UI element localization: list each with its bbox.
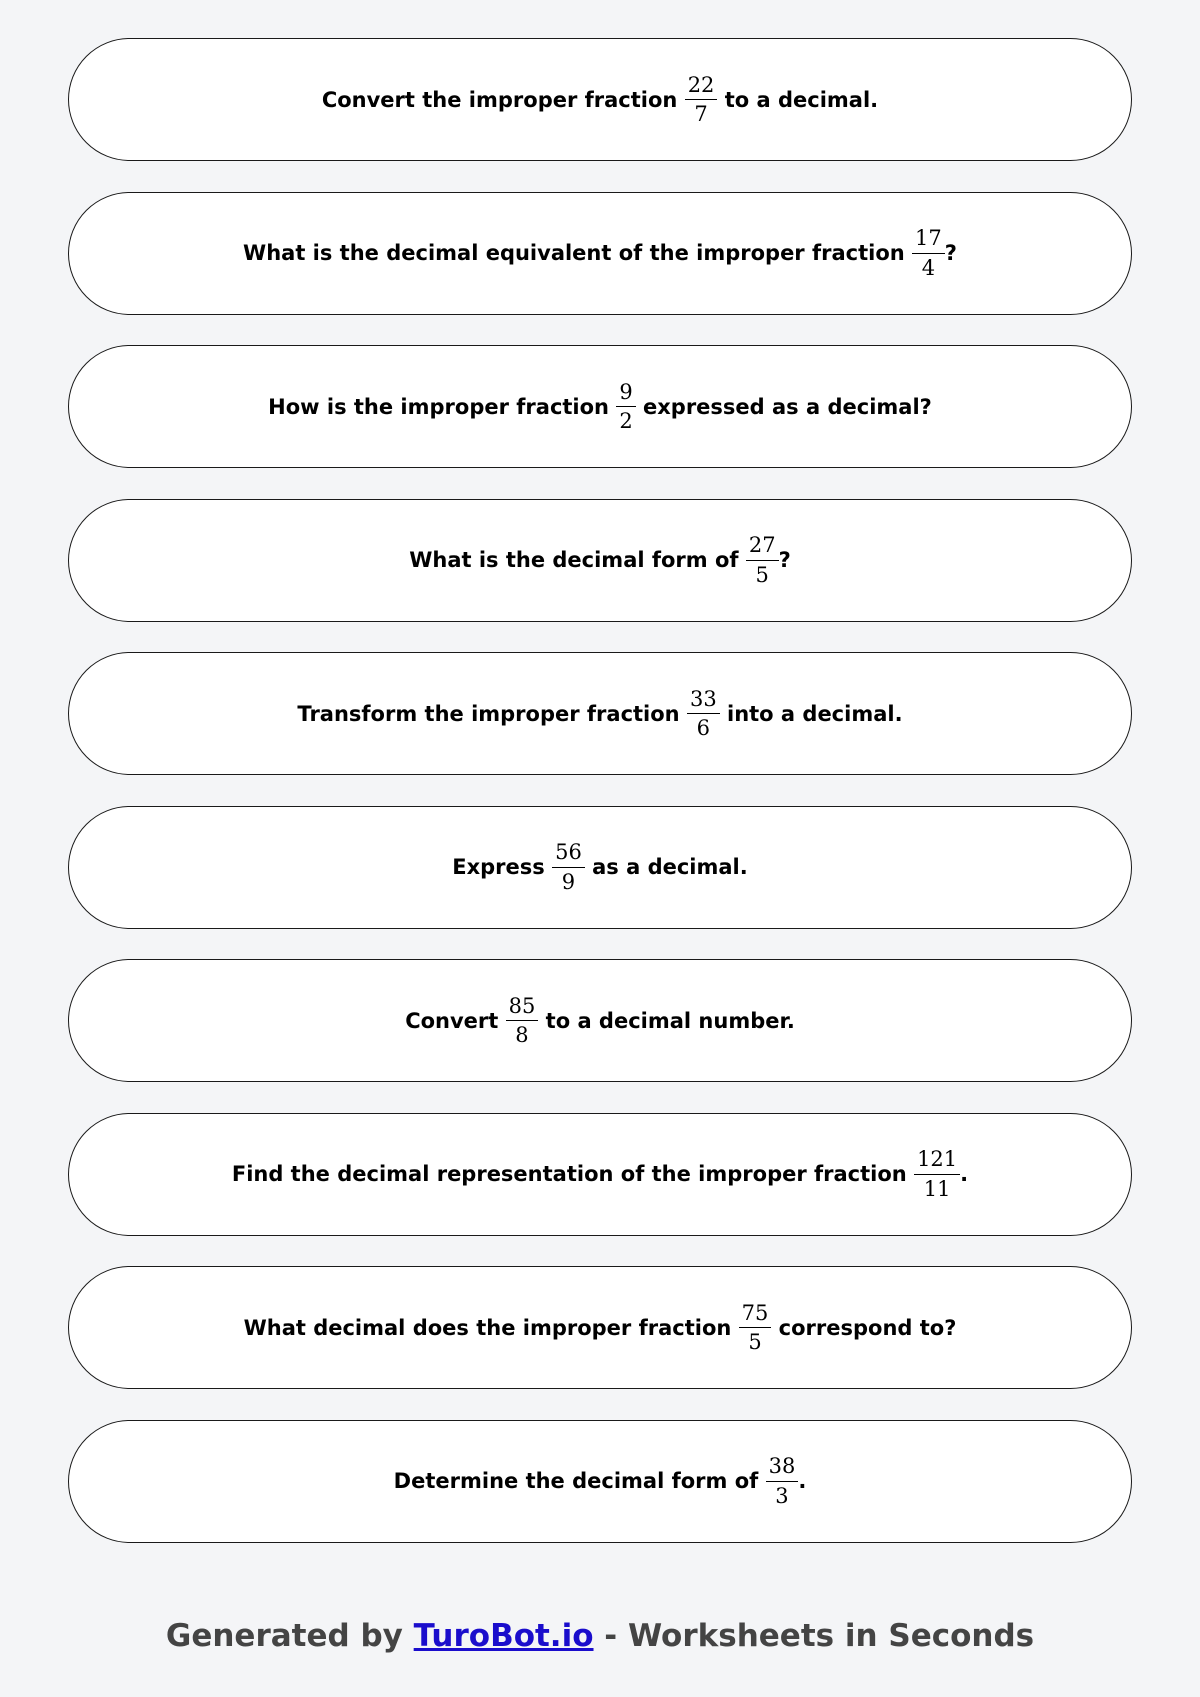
question-card <box>68 499 1132 622</box>
footer-prefix: Generated by <box>165 1618 414 1654</box>
question-card <box>68 959 1132 1082</box>
fraction-denominator: 3 <box>775 1483 789 1508</box>
fraction <box>766 1455 799 1506</box>
question-text-before: How is the improper fraction <box>268 394 617 419</box>
fraction-numerator: 85 <box>506 995 539 1021</box>
question-text-before: What is the decimal equivalent of the improper fraction <box>243 241 913 265</box>
fraction-numerator: 56 <box>552 841 585 867</box>
question-text-before: Convert <box>405 1008 506 1033</box>
fraction <box>746 534 779 585</box>
question-text-after: into a decimal. <box>719 701 903 726</box>
fraction-numerator: 17 <box>912 227 945 253</box>
footer <box>0 1618 1200 1654</box>
question-text-after: correspond to? <box>771 1315 957 1340</box>
question-text-after: to a decimal. <box>717 87 879 112</box>
fraction-numerator: 9 <box>616 381 635 407</box>
fraction-denominator: 7 <box>694 102 708 126</box>
question-text-after: ? <box>944 241 957 265</box>
question-text-after: . <box>960 1162 969 1186</box>
question-list <box>68 38 1132 1543</box>
fraction <box>552 841 585 892</box>
question-text-before: What is the decimal form of <box>409 548 746 572</box>
fraction-numerator: 121 <box>914 1148 960 1174</box>
fraction-denominator: 4 <box>921 255 936 280</box>
question-card <box>68 1266 1132 1389</box>
fraction-denominator: 9 <box>561 869 576 894</box>
fraction <box>685 74 718 125</box>
fraction <box>616 381 635 432</box>
fraction-denominator: 11 <box>923 1176 951 1201</box>
turobot-link[interactable]: TuroBot.io <box>413 1618 594 1654</box>
question-text-before: What decimal does the improper fraction <box>243 1315 739 1340</box>
question-card <box>68 38 1132 161</box>
fraction-numerator: 33 <box>687 688 720 714</box>
question-text-after: to a decimal number. <box>538 1008 795 1033</box>
question-card <box>68 1420 1132 1543</box>
fraction <box>739 1302 772 1353</box>
fraction <box>687 688 720 739</box>
question-text-before: Find the decimal representation of the improper fraction <box>231 1162 915 1186</box>
question-card <box>68 806 1132 929</box>
fraction-denominator: 5 <box>755 562 769 587</box>
fraction <box>912 227 945 278</box>
fraction-denominator: 5 <box>748 1330 762 1354</box>
question-card <box>68 345 1132 468</box>
question-text-before: Express <box>452 855 553 879</box>
question-card <box>68 652 1132 775</box>
fraction-denominator: 2 <box>619 409 633 433</box>
fraction-numerator: 38 <box>766 1455 799 1481</box>
fraction-numerator: 27 <box>746 534 779 560</box>
fraction <box>506 995 539 1046</box>
question-text-before: Transform the improper fraction <box>297 701 687 726</box>
fraction-numerator: 22 <box>685 74 718 100</box>
footer-suffix: - Worksheets in Seconds <box>593 1618 1035 1654</box>
question-text-after: as a decimal. <box>584 855 748 879</box>
question-text-before: Determine the decimal form of <box>393 1469 766 1493</box>
fraction-numerator: 75 <box>739 1302 772 1328</box>
question-text-after: ? <box>778 548 791 572</box>
fraction-denominator: 8 <box>515 1023 529 1047</box>
question-card <box>68 192 1132 315</box>
fraction <box>914 1148 960 1199</box>
question-text-after: expressed as a decimal? <box>635 394 932 419</box>
fraction-denominator: 6 <box>696 716 710 740</box>
question-text-before: Convert the improper fraction <box>321 87 685 112</box>
question-text-after: . <box>798 1469 807 1493</box>
question-card <box>68 1113 1132 1236</box>
